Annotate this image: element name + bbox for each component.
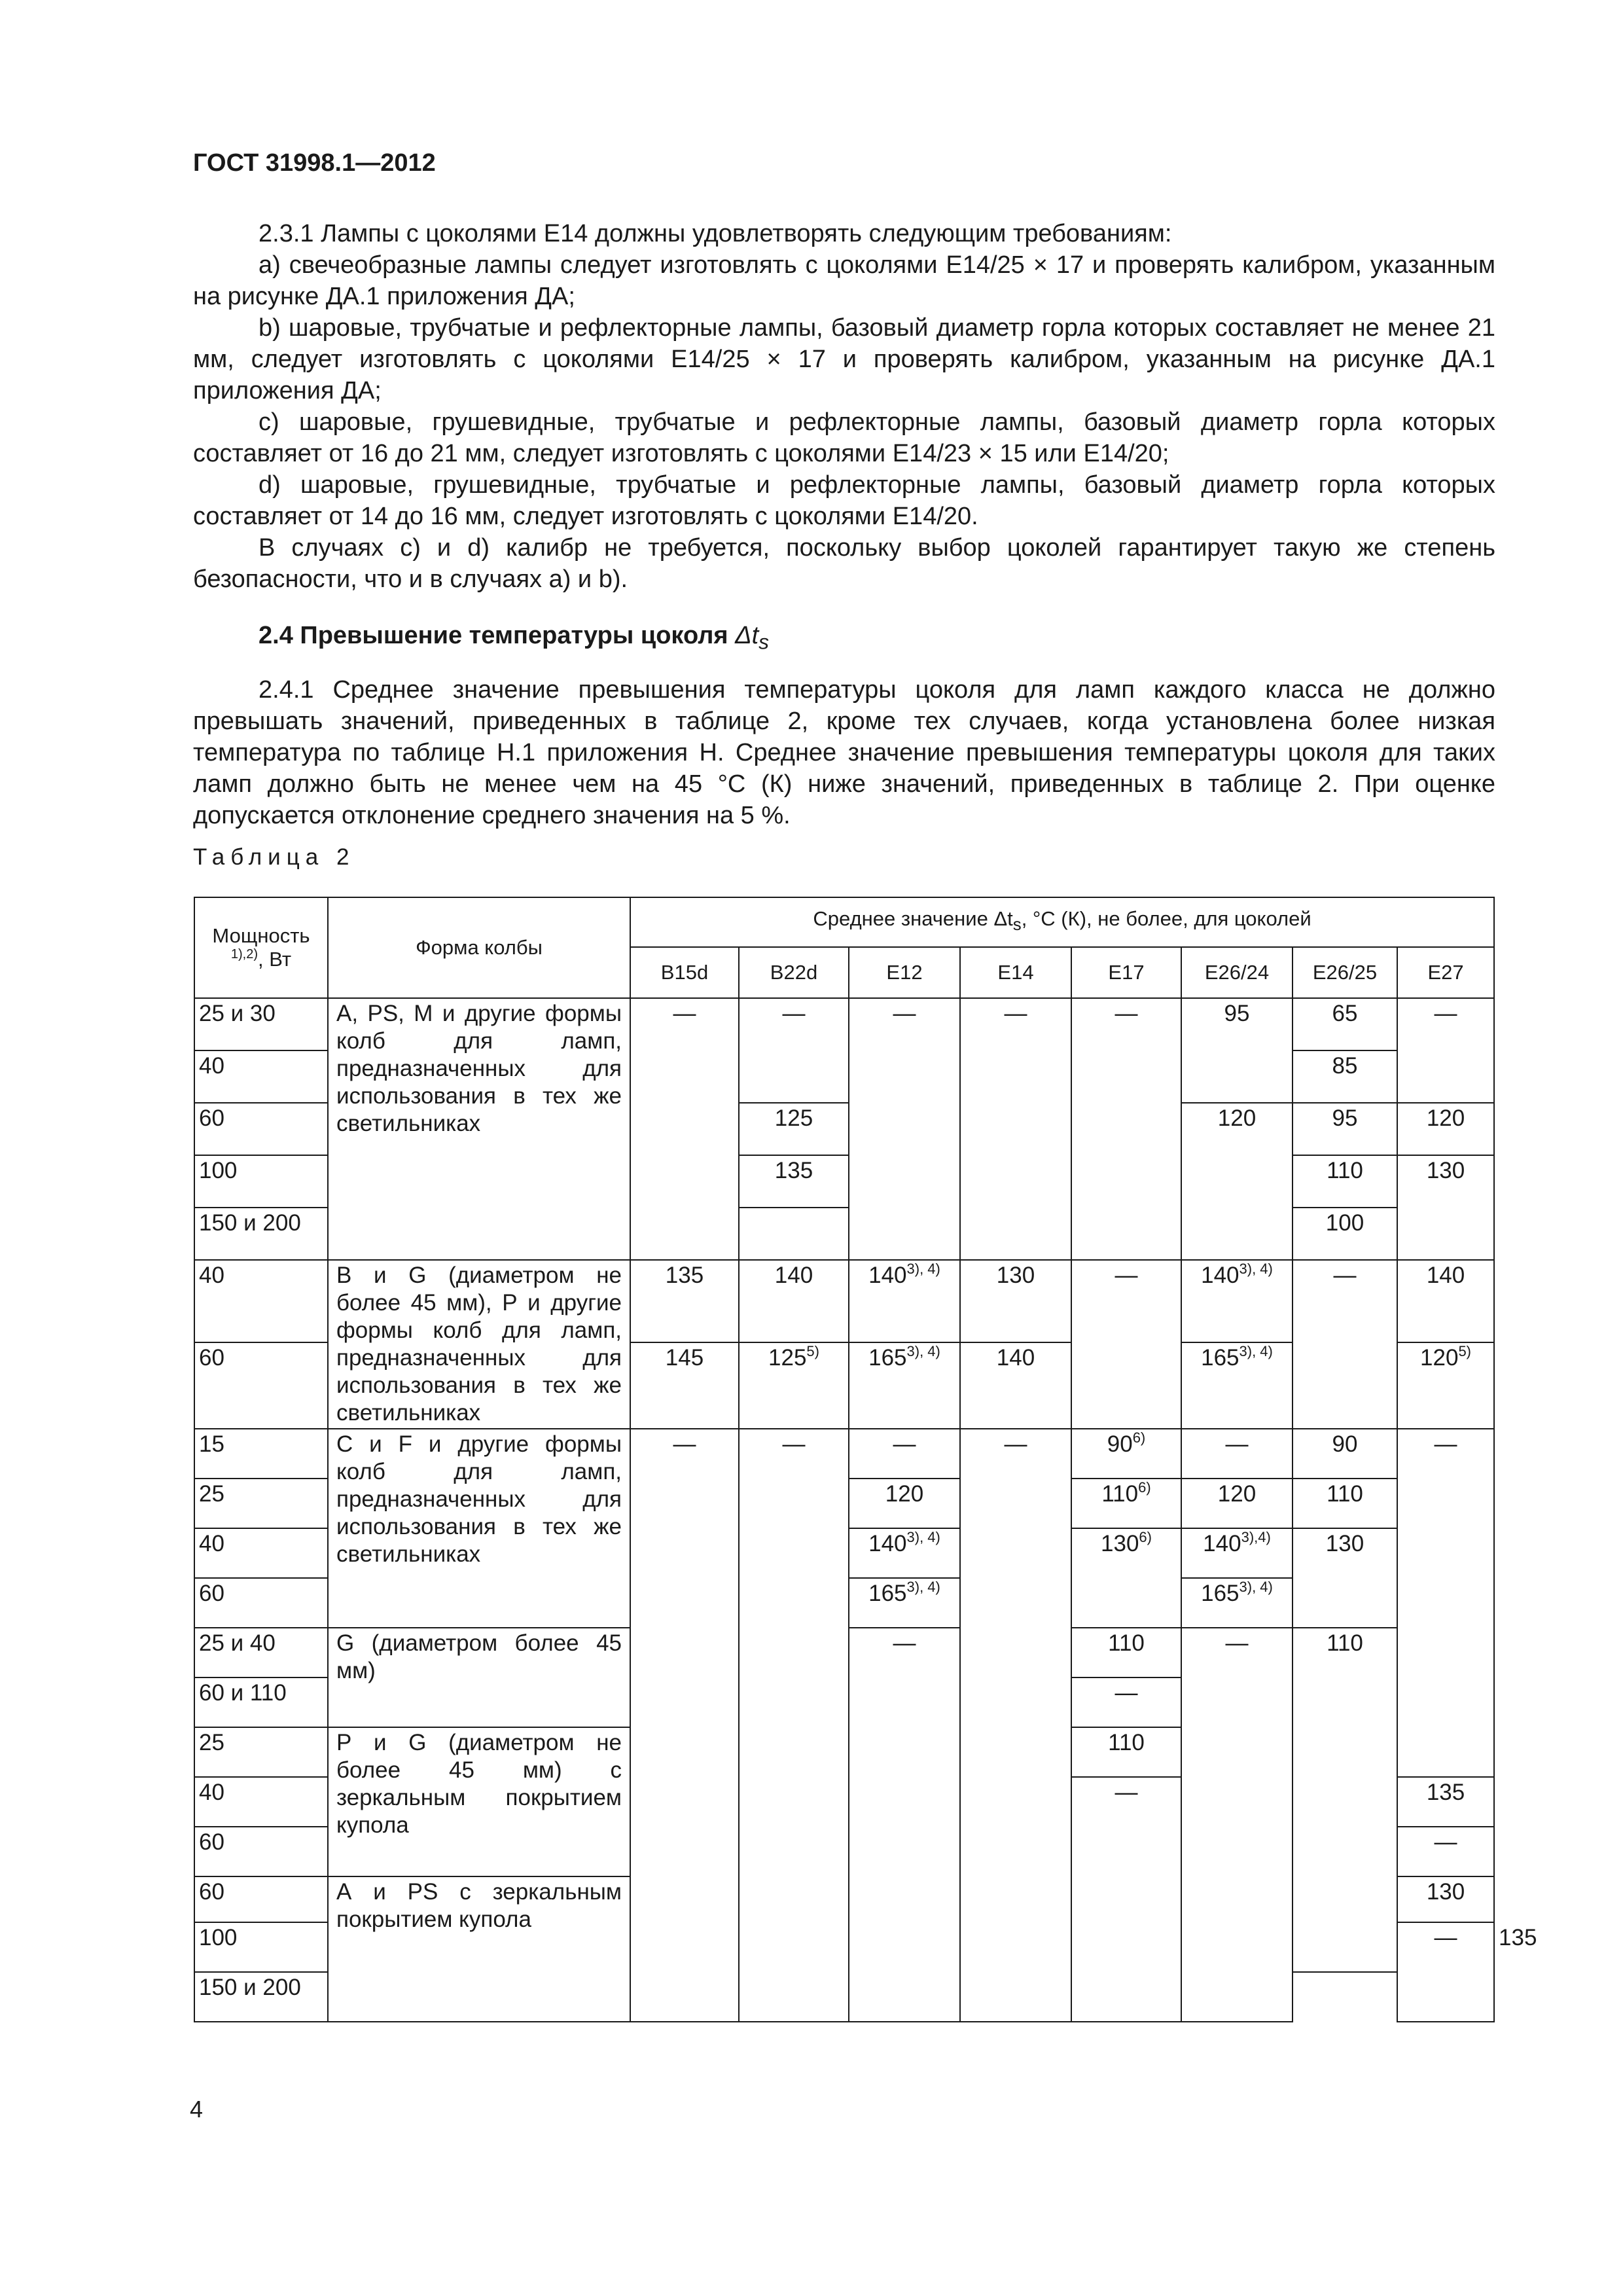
bulb-shape: С и F и другие формы колб для ламп, предназначенных для использования в тех же светильниках bbox=[328, 1429, 630, 1628]
paragraph: 2.3.1 Лампы с цоколями Е14 должны удовлетворять следующим требованиям: bbox=[259, 220, 1172, 247]
paragraph: d) шаровые, грушевидные, трубчатые и рефлекторные лампы, базовый диаметр горла которых составляет от 14 до 16 мм, следует изготовлять с цоколями Е14/20. bbox=[193, 471, 1495, 530]
header-group: Среднее значение $\Delta t_s$, °С (К), не более, для цоколей bbox=[630, 897, 1494, 947]
table-label: Таблица 2 bbox=[193, 844, 355, 870]
table-row: 60 145 125$^{5)}$ $165^{3), 4)}$ 140 $165^{3), 4)}$ 120$^{5)}$ bbox=[194, 1342, 1494, 1429]
table-row: 40 В и G (диаметром не более 45 мм), Р и другие формы колб для ламп, предназначенных для использования в тех же светильниках 135 140 $140^{3), 4)}$ 130 — $140^{3), 4)}$ — 140 bbox=[194, 1260, 1494, 1342]
paragraph: В случаях c) и d) калибр не требуется, поскольку выбор цоколей гарантирует такую же степень безопасности, что и в случаях а) и b). bbox=[193, 534, 1495, 593]
page-number: 4 bbox=[190, 2096, 204, 2123]
table-row: 60 А и PS с зеркальным покрытием купола 130 bbox=[194, 1876, 1494, 1922]
table-row: 40 85 bbox=[194, 1050, 1494, 1103]
data-table bbox=[194, 897, 1537, 2022]
section-heading-2-4 bbox=[259, 622, 769, 655]
header-cap: E27 bbox=[1397, 947, 1494, 998]
table-row: 60 — bbox=[194, 1827, 1494, 1876]
bulb-shape: А и PS с зеркальным покрытием купола bbox=[328, 1876, 630, 2022]
paragraph: 2.4.1 Среднее значение превышения температуры цоколя для ламп каждого класса не должно превышать значений, приведенных в таблице 2, кроме тех случаев, когда установлена более низкая температура по таблице Н.1 приложения Н. Среднее значение превышения температуры цоколя для таких ламп должно быть не менее чем на 45 °С (К) ниже значений, приведенных в таблице 2. При оценке допускается отклонение среднего значения на 5 %. bbox=[193, 676, 1495, 829]
section-2-4-1 bbox=[193, 674, 1495, 831]
header-power: Мощность $^{1),2)}$, Вт bbox=[194, 897, 328, 998]
section-2-3-1 bbox=[193, 218, 1495, 595]
document-code: ГОСТ 31998.1—2012 bbox=[193, 149, 436, 177]
bulb-shape: А, PS, М и другие формы колб для ламп, предназначенных для использования в тех же светильниках bbox=[328, 998, 630, 1260]
table-row: 15 С и F и другие формы колб для ламп, предназначенных для использования в тех же светильниках — — — — 90$^{6)}$ — 90 — bbox=[194, 1429, 1494, 1479]
table-row: 100 135 110 130 bbox=[194, 1155, 1494, 1208]
table-row: 25 120 110$^{6)}$ 120 110 bbox=[194, 1479, 1494, 1528]
heading-symbol: Δt bbox=[735, 622, 759, 649]
bulb-shape: G (диаметром более 45 мм) bbox=[328, 1628, 630, 1727]
table-row: 40 — 135 bbox=[194, 1777, 1494, 1827]
table-row: 60 125 120 95 120 bbox=[194, 1103, 1494, 1155]
table-row: 25 Р и G (диаметром не более 45 мм) с зеркальным покрытием купола 110 bbox=[194, 1727, 1494, 1777]
heading-text: 2.4 Превышение температуры цоколя bbox=[259, 622, 728, 649]
bulb-shape: Р и G (диаметром не более 45 мм) с зеркальным покрытием купола bbox=[328, 1727, 630, 1876]
bulb-shape: В и G (диаметром не более 45 мм), Р и другие формы колб для ламп, предназначенных для использования в тех же светильниках bbox=[328, 1260, 630, 1429]
header-cap: E26/24 bbox=[1181, 947, 1293, 998]
paragraph: a) свечеобразные лампы следует изготовлять с цоколями Е14/25 × 17 и проверять калибром, указанным на рисунке ДА.1 приложения ДА; bbox=[193, 251, 1495, 310]
header-cap: E26/25 bbox=[1293, 947, 1397, 998]
heading-subscript: s bbox=[758, 630, 769, 654]
table-row: 25 и 40 G (диаметром более 45 мм) — 110 — 110 bbox=[194, 1628, 1494, 1677]
table-row: 60 и 110 — bbox=[194, 1677, 1494, 1727]
header-shape: Форма колбы bbox=[328, 897, 630, 998]
paragraph: b) шаровые, трубчатые и рефлекторные лампы, базовый диаметр горла которых составляет не менее 21 мм, следует изготовлять с цоколями Е14/25 × 17 и проверять калибром, указанным на рисунке ДА.1 приложения ДА; bbox=[193, 314, 1495, 404]
header-cap: B22d bbox=[739, 947, 849, 998]
table-row: 25 и 30 А, PS, М и другие формы колб для ламп, предназначенных для использования в тех же светильниках — — — — — 95 65 — bbox=[194, 998, 1494, 1050]
table-row: 150 и 200 bbox=[194, 1972, 1494, 2022]
table-row: 100 — 135 bbox=[194, 1922, 1494, 1972]
header-cap: E17 bbox=[1071, 947, 1181, 998]
paragraph: c) шаровые, грушевидные, трубчатые и рефлекторные лампы, базовый диаметр горла которых составляет от 16 до 21 мм, следует изготовлять с цоколями Е14/23 × 15 или Е14/20; bbox=[193, 408, 1495, 467]
header-cap: B15d bbox=[630, 947, 739, 998]
header-cap: E14 bbox=[960, 947, 1071, 998]
table-row: 150 и 200 100 bbox=[194, 1208, 1494, 1260]
table-row: 40 $140^{3), 4)}$ 130$^{6)}$ $140^{3),4)}$ 130 bbox=[194, 1528, 1494, 1578]
header-cap: E12 bbox=[849, 947, 960, 998]
table-row: 60 $165^{3), 4)}$ $165^{3), 4)}$ bbox=[194, 1578, 1494, 1628]
